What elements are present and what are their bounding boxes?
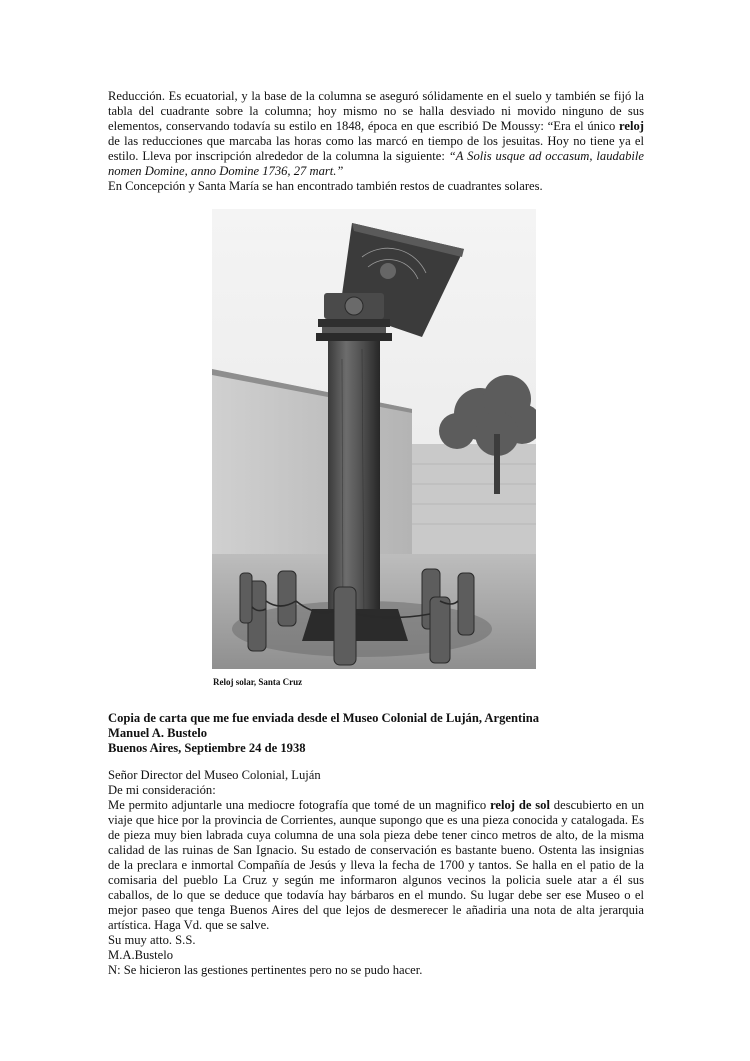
intro-section [108,89,644,194]
letter-closing-2: M.A.Bustelo [108,948,174,962]
letter-heading-title: Copia de carta que me fue enviada desde el Museo Colonial de Luján, Argentina [108,711,539,725]
letter-heading-author: Manuel A. Bustelo [108,726,208,740]
letter-text-b: descubierto en un viaje que hice por la provincia de Corrientes, aunque supongo que es una pieza conocida y catalogada. Es de pieza muy bien labrada cuya columna de una sola pieza debe tener cinco metros de alto, de la misma calidad de las ruinas de San Ignacio. Su estado de conservación es bastante bueno. Ostenta las insignias de la preclara e inmortal Compañía de Jesús y lleva la fecha de 1700 y tantos. Se halla en el patio de la comisaria del pueblo La Cruz y según me informaron algunos vecinos la policia suele atar a él sus caballos, de lo que se deduce que todavía hay bárbaros en el mundo. Su lugar debe ser ese Museo o el mejor paseo que tenga Buenos Aires del que lejos de desmerecer le añadiria una nota de alta jerarquia artística. Haga Vd. que se salve. [108,798,644,932]
letter-bold-reloj-de-sol: reloj de sol [490,798,550,812]
intro-text-b: de las reducciones que marcaba las horas como las marcó en tiempo de los jesuitas. Hoy no tiene ya el estilo. Lleva por inscripción alrededor de la columna la siguiente: [108,134,644,163]
letter-salutation-1: Señor Director del Museo Colonial, Luján [108,768,321,782]
intro-text-a: Reducción. Es ecuatorial, y la base de la columna se aseguró sólidamente en el suelo y también se fijó la tabla del cuadrante sobre la columna; hoy mismo no se halla desviado ni movido ninguno de sus elementos, conservando todavía su estilo en 1848, época en que escribió De Moussy: “Era el único [108,89,644,133]
letter-main-paragraph [108,798,644,933]
sundial-photo-svg [212,209,536,669]
sundial-photo [212,209,536,669]
photo-caption: Reloj solar, Santa Cruz [213,677,303,687]
inscription-quote: “A Solis usque ad occasum, laudabile nomen Domine, anno Domine 1736, 27 mart.” [108,149,644,178]
letter-header [108,711,644,756]
letter-body [108,768,644,978]
intro-bold-reloj: reloj [619,119,644,133]
letter-note: N: Se hicieron las gestiones pertinentes pero no se pudo hacer. [108,963,423,977]
letter-heading-date: Buenos Aires, Septiembre 24 de 1938 [108,741,306,755]
letter-closing-1: Su muy atto. S.S. [108,933,196,947]
letter-salutation-2: De mi consideración: [108,783,216,797]
letter-text-a: Me permito adjuntarle una mediocre fotografía que tomé de un magnifico [108,798,491,812]
intro-paragraph [108,89,644,179]
intro-paragraph-2: En Concepción y Santa María se han encontrado también restos de cuadrantes solares. [108,179,543,193]
